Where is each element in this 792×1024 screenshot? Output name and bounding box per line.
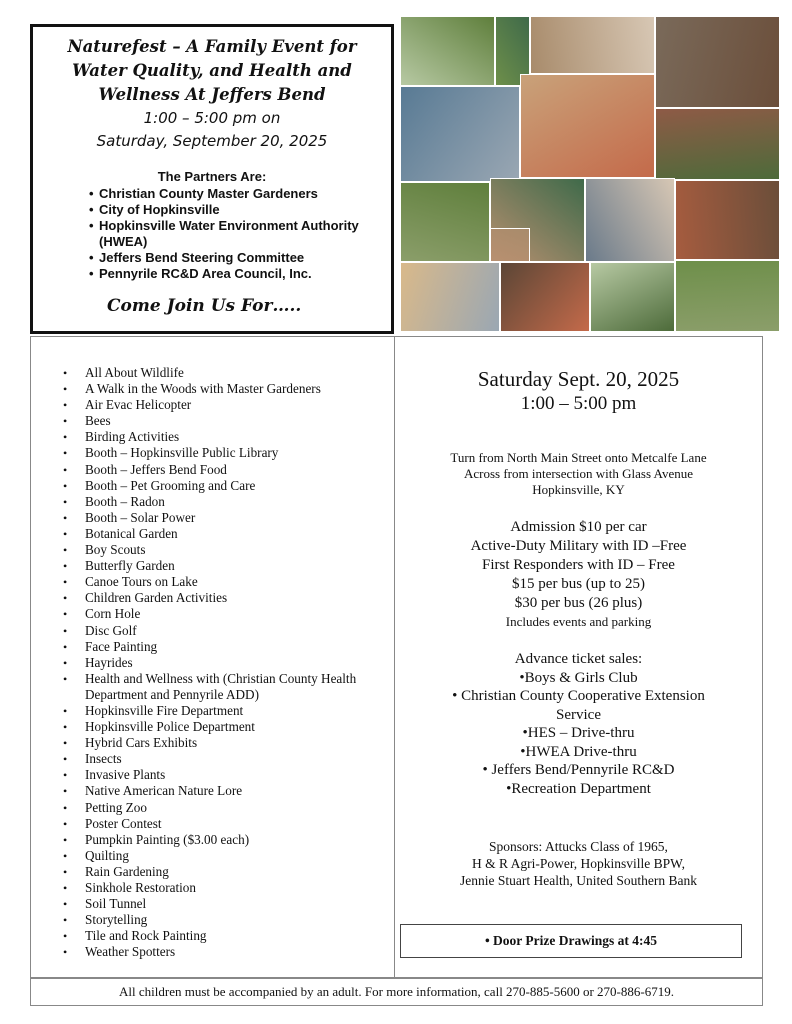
activity-item: • All About Wildlife [63, 365, 394, 381]
advance-line: •Recreation Department [506, 780, 651, 797]
come-join-text: Come Join Us For….. [107, 296, 302, 316]
activity-item: • Quilting [63, 848, 394, 864]
advance-line: •HWEA Drive-thru [520, 743, 637, 760]
event-photo [655, 108, 780, 180]
info-panel [395, 336, 763, 978]
activity-item: • Rain Gardening [63, 864, 394, 880]
event-photo [400, 16, 495, 86]
partners-list [89, 186, 391, 282]
directions-line: Across from intersection with Glass Avenue [463, 466, 694, 481]
activity-item: • Corn Hole [63, 606, 394, 622]
event-title: Naturefest – A Family Event for Water Quality, and Health and Wellness At Jeffers Bend [67, 37, 357, 104]
activity-item: • Booth – Hopkinsville Public Library [63, 445, 394, 461]
partner-item: • Jeffers Bend Steering Committee [89, 250, 391, 266]
activity-item: • Insects [63, 751, 394, 767]
activity-item: • Children Garden Activities [63, 590, 394, 606]
activity-item: • Tile and Rock Painting [63, 928, 394, 944]
sponsors-line: Jennie Stuart Health, United Southern Bank [460, 873, 697, 888]
partner-item: • Christian County Master Gardeners [89, 186, 391, 202]
footer-note: All children must be accompanied by an adult. For more information, call 270-885-5600 or 270-886-6719. [30, 978, 763, 1006]
activity-item: • Face Painting [63, 639, 394, 655]
activity-item: • Disc Golf [63, 623, 394, 639]
directions [395, 450, 762, 498]
directions-line: Hopkinsville, KY [532, 482, 625, 497]
activity-item: • A Walk in the Woods with Master Gardeners [63, 381, 394, 397]
activity-item: • Boy Scouts [63, 542, 394, 558]
event-photo [400, 262, 500, 332]
admission-note: Includes events and parking [505, 614, 652, 629]
partner-item: • Pennyrile RC&D Area Council, Inc. [89, 266, 391, 282]
partner-item: • Hopkinsville Water Environment Authority (HWEA) [89, 218, 391, 250]
activity-item: • Storytelling [63, 912, 394, 928]
activity-item: • Butterfly Garden [63, 558, 394, 574]
activity-item: • Pumpkin Painting ($3.00 each) [63, 832, 394, 848]
admission-line: Active-Duty Military with ID –Free [470, 538, 687, 554]
door-prize-box: • Door Prize Drawings at 4:45 [400, 924, 742, 958]
activity-item: • Native American Nature Lore [63, 783, 394, 799]
info-date: Saturday Sept. 20, 2025 [477, 367, 680, 391]
advance-line: • Jeffers Bend/Pennyrile RC&D [482, 762, 675, 778]
admission-line: First Responders with ID – Free [482, 557, 675, 573]
advance-line: •HES – Drive-thru [522, 725, 635, 741]
event-time: 1:00 – 5:00 pm on [143, 109, 281, 127]
activity-item: • Weather Spotters [63, 944, 394, 960]
activity-item: • Hybrid Cars Exhibits [63, 735, 394, 751]
title-box [30, 24, 394, 334]
event-photo [400, 182, 490, 262]
activity-item: • Poster Contest [63, 816, 394, 832]
activity-item: • Botanical Garden [63, 526, 394, 542]
event-photo [655, 16, 780, 108]
admission-line: Admission $10 per car [510, 519, 647, 535]
advance-line: Service [556, 706, 601, 723]
event-photo [530, 16, 655, 74]
admission-line: $15 per bus (up to 25) [512, 576, 645, 592]
advance-line: • Christian County Cooperative Extension [452, 688, 705, 704]
info-time: 1:00 – 5:00 pm [520, 393, 637, 414]
event-photo [675, 180, 780, 260]
photo-collage [400, 16, 780, 332]
sponsors [395, 838, 762, 889]
event-photo [500, 262, 590, 332]
activity-item: • Booth – Radon [63, 494, 394, 510]
advance-tickets [395, 650, 762, 798]
activities-panel [30, 336, 395, 978]
event-photo [590, 262, 675, 332]
activity-item: • Hayrides [63, 655, 394, 671]
activity-item: • Bees [63, 413, 394, 429]
activity-item: • Canoe Tours on Lake [63, 574, 394, 590]
partners-heading: The Partners Are: [157, 169, 267, 184]
activity-item: • Soil Tunnel [63, 896, 394, 912]
event-photo [520, 74, 655, 178]
activity-item: • Booth – Pet Grooming and Care [63, 478, 394, 494]
event-photo [490, 228, 530, 262]
advance-heading: Advance ticket sales: [514, 651, 643, 667]
event-photo [400, 86, 520, 182]
activity-item: • Invasive Plants [63, 767, 394, 783]
activity-item: • Hopkinsville Fire Department [63, 703, 394, 719]
activity-item: • Petting Zoo [63, 800, 394, 816]
admission [395, 518, 762, 630]
activity-item: • Hopkinsville Police Department [63, 719, 394, 735]
sponsors-line: Sponsors: Attucks Class of 1965, [489, 839, 668, 854]
activity-item: • Sinkhole Restoration [63, 880, 394, 896]
partner-item: • City of Hopkinsville [89, 202, 391, 218]
event-photo [585, 178, 675, 262]
activity-item: • Booth – Solar Power [63, 510, 394, 526]
activity-item: • Birding Activities [63, 429, 394, 445]
sponsors-line: H & R Agri-Power, Hopkinsville BPW, [471, 856, 686, 871]
admission-line: $30 per bus (26 plus) [514, 595, 643, 611]
advance-line: •Boys & Girls Club [519, 669, 638, 686]
event-date: Saturday, September 20, 2025 [96, 132, 328, 150]
directions-line: Turn from North Main Street onto Metcalfe Lane [450, 450, 707, 465]
activity-item: • Booth – Jeffers Bend Food [63, 462, 394, 478]
activity-item: • Air Evac Helicopter [63, 397, 394, 413]
event-photo [675, 260, 780, 332]
activities-list [63, 365, 394, 960]
activity-item: • Health and Wellness with (Christian County Health Department and Pennyrile ADD) [63, 671, 394, 703]
